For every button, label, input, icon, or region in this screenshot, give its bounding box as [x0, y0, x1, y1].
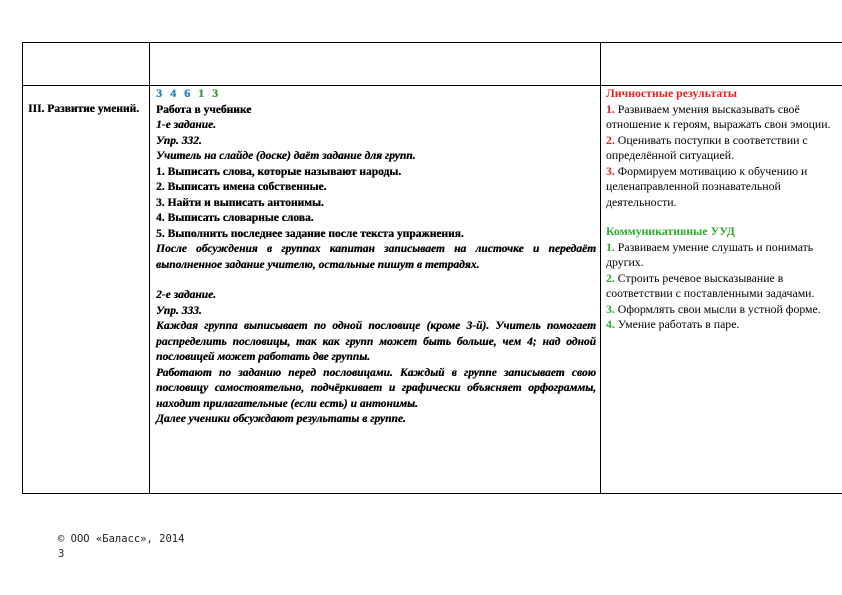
task1-title: 1-е задание.: [156, 119, 217, 131]
task1-item: 4. Выписать словарные слова.: [156, 212, 314, 224]
table-top-border: [22, 42, 842, 43]
personal-results-title: Личностные результаты: [606, 86, 737, 100]
communicative-item: [606, 317, 842, 333]
spacer: [156, 273, 596, 288]
item-number: 2.: [606, 132, 615, 147]
task1-item: 3. Найти и выписать антонимы.: [156, 196, 324, 209]
item-number: 3.: [606, 163, 615, 178]
mark: 1: [198, 86, 204, 100]
item-text: Строить речевое высказывание в соответствии с поставленными задачами.: [606, 270, 815, 300]
column-divider-1: [149, 42, 150, 494]
column-divider-2: [600, 42, 601, 494]
stage-title: III. Развитие умений.: [28, 103, 139, 115]
task2-paragraph: Работают по заданию перед пословицами. Каждый в группе записывает свою пословицу самостоятельно, подчёркивает и графически объясняет орфограммы, находит прилагательные (если есть) и антонимы.: [156, 366, 596, 410]
personal-result-item: [606, 133, 842, 164]
item-text: Развиваем умения высказывать своё отношение к героям, выражать свои эмоции.: [606, 101, 831, 131]
item-number: 1.: [606, 239, 615, 254]
item-text: Оценивать поступки в соответствии с определённой ситуацией.: [606, 132, 808, 162]
table-left-border: [22, 42, 23, 494]
work-heading: Работа в учебнике: [156, 103, 252, 116]
item-number: 2.: [606, 270, 615, 285]
table-bottom-border: [22, 493, 842, 494]
mark: 3: [156, 86, 162, 100]
personal-result-item: [606, 164, 842, 211]
task1-item: 2. Выписать имена собственные.: [156, 181, 327, 193]
task1-exercise: Упр. 332.: [156, 134, 202, 147]
item-text: Умение работать в паре.: [614, 317, 740, 331]
mark: 3: [212, 86, 218, 100]
results-cell: [606, 86, 842, 333]
communicative-uud-title: Коммуникативные УУД: [606, 224, 735, 238]
task2-paragraph: Далее ученики обсуждают результаты в группе.: [156, 413, 406, 425]
mark: 4: [170, 86, 176, 100]
communicative-item: [606, 271, 842, 302]
task2-paragraph: Каждая группа выписывает по одной пословице (кроме 3-й). Учитель помогает распределить пословицы, так как групп может быть больше, чем 4; над одной пословицей может работать две группы.: [156, 320, 596, 363]
task1-after: После обсуждения в группах капитан записывает на листочке и передаёт выполненное задание учителю, остальные пишут в тетрадях.: [156, 243, 596, 271]
copyright-notice: © ООО «Баласс», 2014: [58, 533, 185, 545]
mark: 6: [184, 86, 190, 100]
communicative-item: [606, 302, 842, 318]
item-number: 1.: [606, 101, 615, 116]
personal-result-item: [606, 102, 842, 133]
item-text: Развиваем умение слушать и понимать других.: [606, 239, 814, 269]
stage-cell: [28, 102, 140, 118]
item-number: 4.: [606, 317, 615, 331]
item-text: Формируем мотивацию к обучению и целенаправленной познавательной деятельности.: [606, 163, 808, 209]
task1-item: 5. Выполнить последнее задание после текста упражнения.: [156, 227, 464, 240]
page-footer: [58, 532, 184, 562]
task1-item: 1. Выписать слова, которые называют народы.: [156, 165, 402, 178]
page-number: 3: [58, 548, 65, 560]
marks-row: [156, 86, 596, 103]
task1-intro: Учитель на слайде (доске) даёт задание для групп.: [156, 150, 416, 162]
item-text: Оформлять свои мысли в устной форме.: [614, 301, 821, 316]
item-number: 3.: [606, 301, 615, 316]
task2-exercise: Упр. 333.: [156, 304, 202, 317]
task2-title: 2-е задание.: [156, 289, 217, 301]
activity-cell: [156, 86, 596, 428]
communicative-item: [606, 240, 842, 271]
